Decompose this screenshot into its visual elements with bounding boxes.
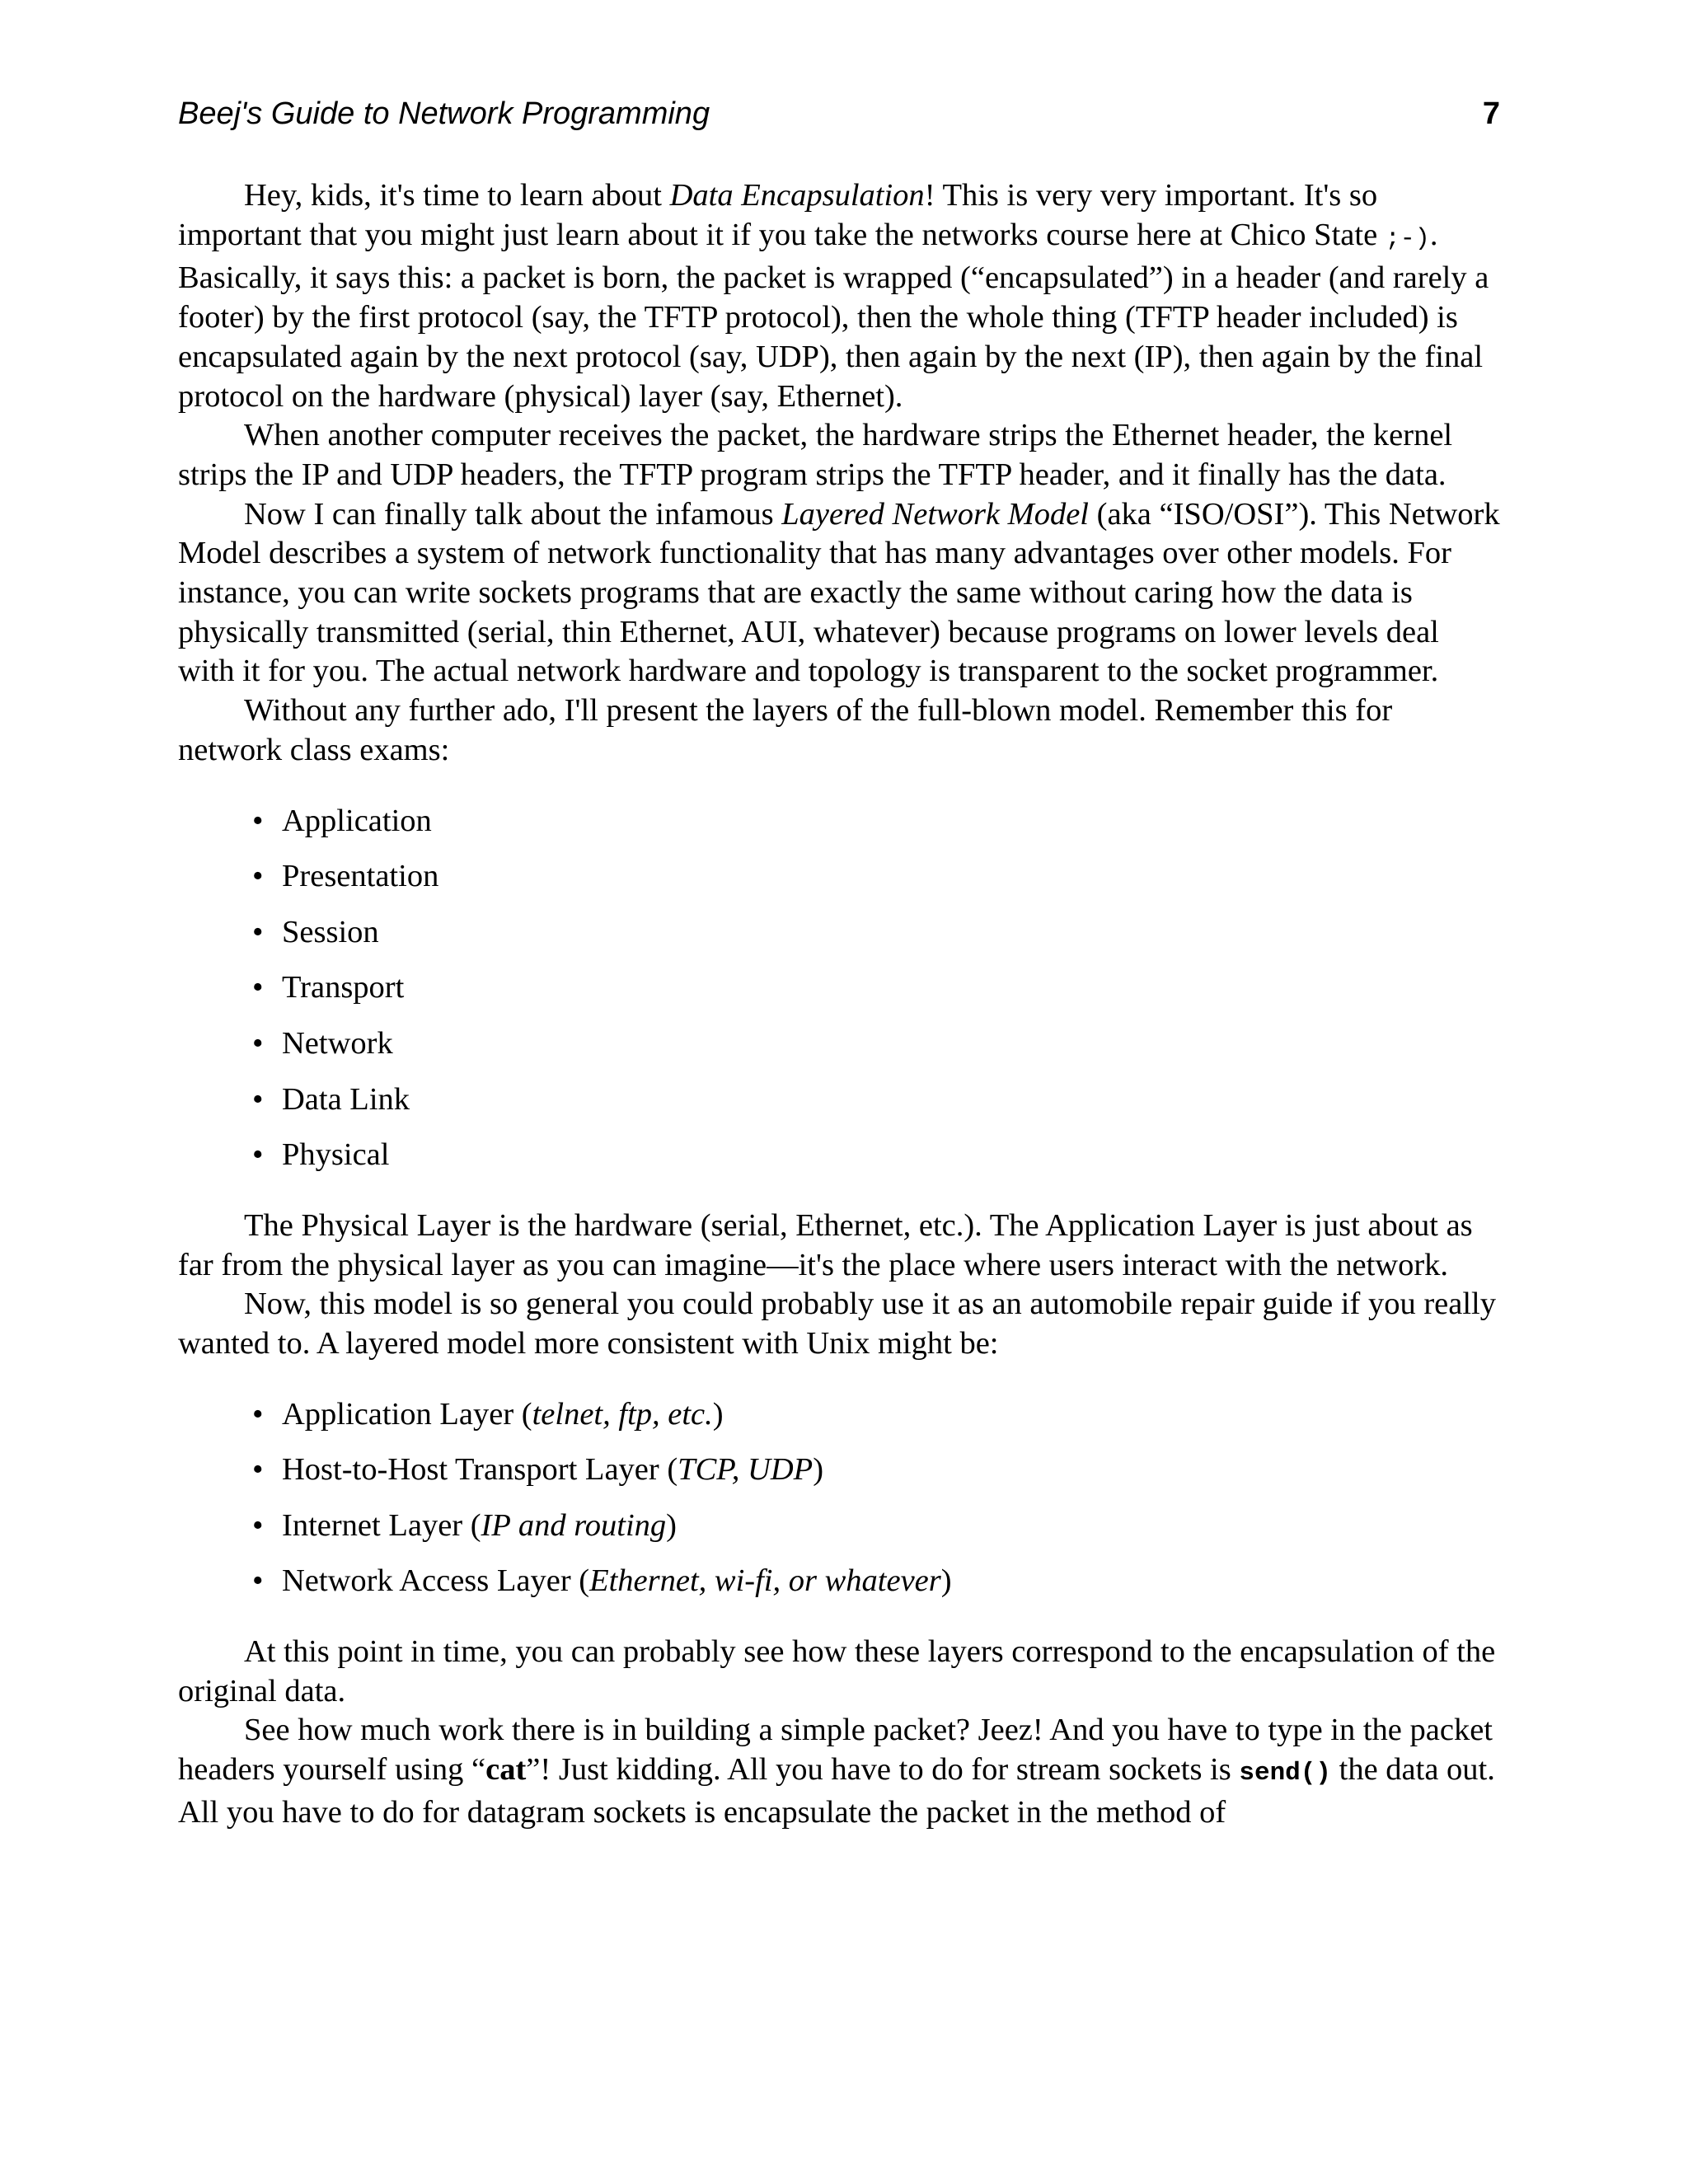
list-item <box>252 1080 1500 1137</box>
list-item <box>252 1395 1500 1451</box>
paragraph-correspond: At this point in time, you can probably see how these layers correspond to the encapsulation of the original data. <box>178 1634 1496 1708</box>
list-item <box>252 1562 1500 1601</box>
paragraph-simple-packet <box>178 1711 1500 1832</box>
paren-close: ) <box>712 1396 724 1432</box>
term-layered-network-model: Layered Network Model <box>781 496 1090 532</box>
paragraph-receiving: When another computer receives the packet, the hardware strips the Ethernet header, the kernel strips the IP and UDP headers, the TFTP program strips the TFTP header, and it finally has the data. <box>178 418 1453 492</box>
paragraph-present-layers: Without any further ado, I'll present the layers of the full-blown model. Remember this for network class exams: <box>178 693 1393 767</box>
list-item-label: Network Access Layer ( <box>282 1563 590 1599</box>
unix-layer-list <box>178 1395 1500 1601</box>
text-run: (aka “ISO/OSI”). This Network Model describes a system of network functionality that has many advantages over other models. For instance, you can write sockets programs that are exactly the same without caring how the data is physically transmitted (serial, thin Ethernet, AUI, whatever) because programs on lower levels deal with it for you. The actual network hardware and topology is transparent to the socket programmer. <box>178 496 1500 689</box>
list-item <box>252 1024 1500 1080</box>
list-item <box>252 802 1500 858</box>
bullet-icon: • <box>252 859 264 894</box>
list-item-label: Application <box>282 803 432 838</box>
text-run: Now I can finally talk about the infamous <box>244 496 782 532</box>
running-header <box>178 92 1500 135</box>
bullet-icon: • <box>252 970 264 1005</box>
list-item-label: Data Link <box>282 1081 410 1117</box>
page-number: 7 <box>1482 96 1500 131</box>
list-item-label: Host-to-Host Transport Layer ( <box>282 1452 678 1488</box>
function-send: send() <box>1239 1759 1331 1788</box>
list-item-label: Session <box>282 914 379 949</box>
list-item-label: Presentation <box>282 859 439 894</box>
command-cat: cat <box>485 1752 527 1788</box>
book-title: Beej's Guide to Network Programming <box>178 96 710 131</box>
list-item-detail: IP and routing <box>481 1507 667 1543</box>
osi-layer-list <box>178 802 1500 1175</box>
bullet-icon: • <box>252 1137 264 1173</box>
bullet-icon: • <box>252 1396 264 1432</box>
list-item <box>252 913 1500 969</box>
text-run: See how much work there is in building a simple packet? Jeez! And you have to type in the packet headers yourself using “ <box>178 1713 1493 1788</box>
paragraph-unix-model: Now, this model is so general you could probably use it as an automobile repair guide if you really wanted to. A layered model more consistent with Unix might be: <box>178 1286 1496 1361</box>
list-item <box>252 1136 1500 1175</box>
bullet-icon: • <box>252 1452 264 1488</box>
list-item <box>252 1507 1500 1563</box>
list-item <box>252 857 1500 913</box>
paren-close: ) <box>813 1452 824 1488</box>
list-item-detail: telnet, ftp, etc. <box>532 1396 713 1432</box>
paragraph-layered-model <box>178 495 1500 692</box>
paragraph-physical-layer: The Physical Layer is the hardware (serial, Ethernet, etc.). The Application Layer is just about as far from the physical layer as you can imagine—it's the place where users interact with the network. <box>178 1207 1473 1282</box>
list-item-label: Physical <box>282 1137 390 1173</box>
paren-close: ) <box>666 1507 677 1543</box>
list-item-label: Network <box>282 1025 393 1061</box>
emoticon: ;-) <box>1385 224 1430 253</box>
list-item-detail: Ethernet, wi-fi, or whatever <box>589 1563 941 1599</box>
bullet-icon: • <box>252 803 264 838</box>
paren-close: ) <box>940 1563 952 1599</box>
list-item-label: Application Layer ( <box>282 1396 532 1432</box>
list-item-label: Internet Layer ( <box>282 1507 481 1543</box>
bullet-icon: • <box>252 1081 264 1117</box>
text-run: . Basically, it says this: a packet is born, the packet is wrapped (“encapsulated”) in a header (and rarely a footer) by the first protocol (say, the TFTP protocol), then the whole thing (TFTP header included) is encapsulated again by the next protocol (say, UDP), then again by the next (IP), then again by the final protocol on the hardware (physical) layer (say, Ethernet). <box>178 217 1489 414</box>
bullet-icon: • <box>252 1025 264 1061</box>
list-item <box>252 1451 1500 1507</box>
bullet-icon: • <box>252 1507 264 1543</box>
list-item-detail: TCP, UDP <box>678 1452 814 1488</box>
text-run: the data out. All you have to do for datagram sockets is encapsulate the packet in the method of <box>178 1752 1495 1830</box>
list-item <box>252 968 1500 1024</box>
body-text <box>178 176 1500 1833</box>
paragraph-encapsulation <box>178 176 1500 416</box>
bullet-icon: • <box>252 914 264 949</box>
list-item-label: Transport <box>282 970 405 1005</box>
text-run: ! This is very very important. It's so important that you might just learn about it if you take the networks course here at Chico State <box>178 178 1386 252</box>
text-run: ”! Just kidding. All you have to do for stream sockets is <box>526 1752 1240 1788</box>
bullet-icon: • <box>252 1563 264 1599</box>
term-data-encapsulation: Data Encapsulation <box>669 178 925 213</box>
text-run: Hey, kids, it's time to learn about <box>244 178 670 213</box>
